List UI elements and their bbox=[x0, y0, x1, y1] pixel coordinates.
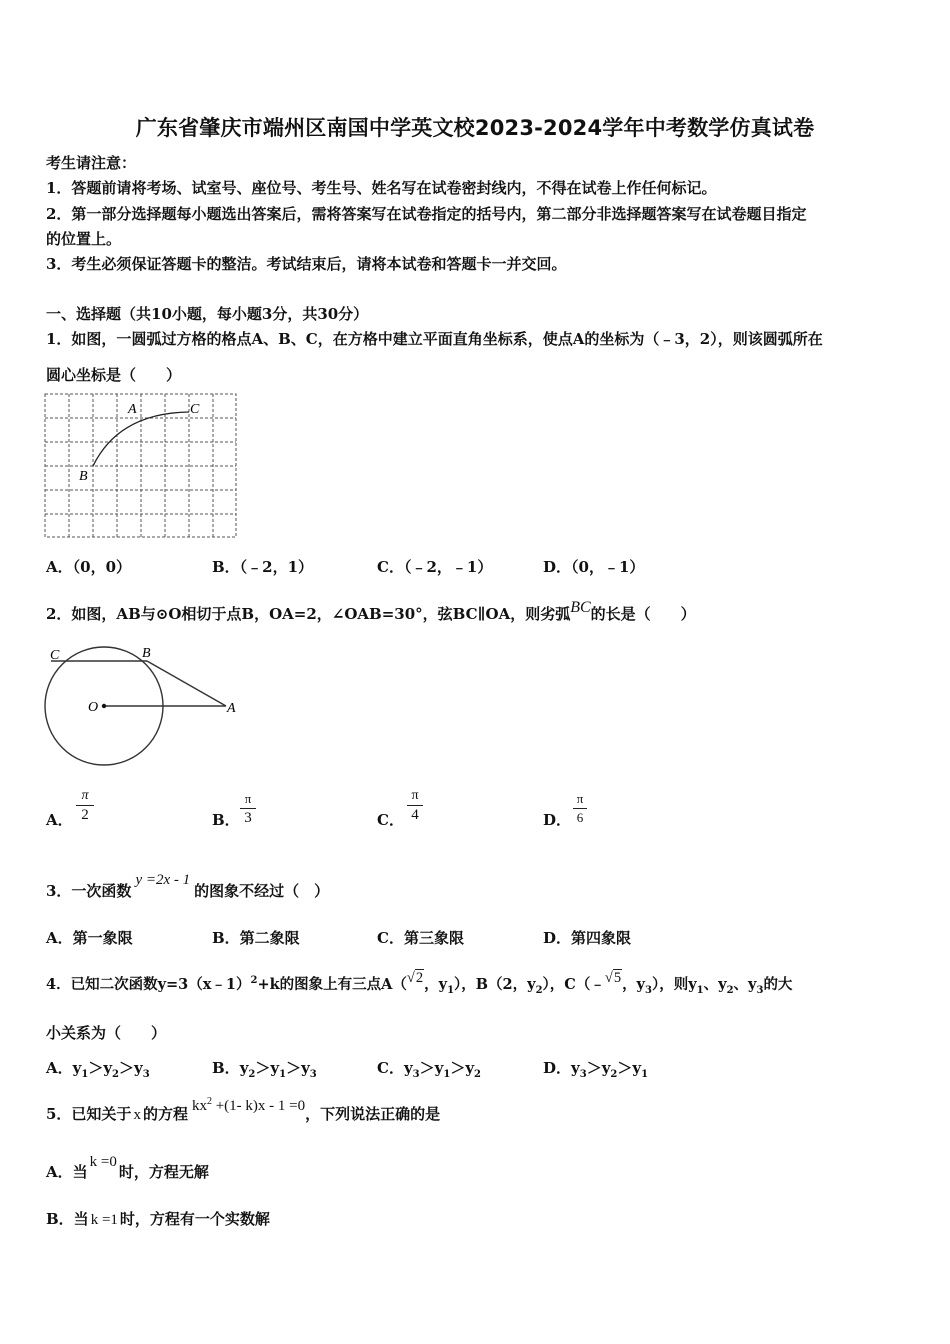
option-text: y bbox=[571, 1059, 580, 1077]
q1-text: 1．如图，一圆弧过方格的格点A、B、C，在方格中建立平面直角坐标系，使点A的坐标为（﹣3，2），则该圆弧所在 bbox=[46, 330, 823, 348]
q4-text-part: +k的图象上有三点A（ bbox=[257, 976, 407, 993]
option-text: ＞y bbox=[617, 1059, 642, 1077]
option-sub: 1 bbox=[641, 1069, 649, 1080]
page-title: 广东省肇庆市端州区南国中学英文校2023-2024学年中考数学仿真试卷 bbox=[135, 116, 815, 140]
option-sub: 3 bbox=[309, 1069, 317, 1080]
q4-sqrt-2: √2 bbox=[406, 970, 424, 986]
q4-text-part: 4．已知二次函数y=3（x﹣1） bbox=[46, 976, 251, 993]
option-sub: 3 bbox=[579, 1069, 587, 1080]
q4-text-part: 、y bbox=[733, 976, 757, 993]
option-text: ＞y bbox=[286, 1059, 310, 1077]
option-text: ＞y bbox=[419, 1059, 444, 1077]
q2-option-a-den: 2 bbox=[81, 807, 89, 823]
option-sub: 2 bbox=[474, 1069, 482, 1080]
option-text: y bbox=[72, 1059, 82, 1077]
option-sub: 2 bbox=[112, 1069, 120, 1080]
q1-label-a: A bbox=[128, 402, 137, 417]
fraction-bar bbox=[76, 805, 94, 806]
q2-circle-figure bbox=[40, 642, 240, 767]
q4-text-part: ），B（2，y bbox=[454, 976, 536, 993]
q1-option-c[interactable]: C．（﹣2，﹣1） bbox=[377, 558, 493, 576]
q4-text-part: 、y bbox=[703, 976, 727, 993]
q1-option-a[interactable]: A．（0，0） bbox=[46, 558, 132, 576]
q5-eq-part: kx bbox=[191, 1098, 207, 1114]
q4-subscript: 3 bbox=[645, 984, 652, 996]
q2-arc-label: BC bbox=[570, 599, 591, 616]
q4-subscript: 2 bbox=[535, 984, 543, 996]
section-heading: 一、选择题（共10小题，每小题3分，共30分） bbox=[46, 305, 369, 323]
q2-option-b[interactable]: B． bbox=[212, 811, 240, 829]
q2-option-c-num: π bbox=[411, 788, 419, 803]
q5-option-a-math: k =0 bbox=[89, 1154, 117, 1170]
q5-text-before: 5．已知关于 bbox=[46, 1105, 132, 1123]
q2-option-b-num: π bbox=[244, 791, 252, 806]
option-letter: D． bbox=[543, 1059, 572, 1077]
option-text: ＞y bbox=[88, 1059, 113, 1077]
q2-option-d-den: 6 bbox=[576, 810, 584, 825]
q4-subscript: 1 bbox=[696, 984, 704, 996]
q4-option-a[interactable] bbox=[46, 1057, 150, 1080]
q1-grid-figure bbox=[44, 393, 238, 539]
q1-label-c: C bbox=[190, 402, 200, 417]
q3-option-a[interactable]: A．第一象限 bbox=[46, 929, 133, 947]
notice-heading: 考生请注意： bbox=[46, 154, 137, 172]
q4-text-part: ），C（﹣ bbox=[542, 976, 605, 993]
option-text: B．当 bbox=[46, 1210, 89, 1228]
q5-equation bbox=[192, 1098, 305, 1114]
q5-text bbox=[46, 1096, 441, 1124]
fraction-bar bbox=[407, 805, 423, 806]
q4-option-c[interactable] bbox=[377, 1057, 481, 1080]
option-text: ＞y bbox=[255, 1059, 280, 1077]
fraction-bar bbox=[573, 808, 587, 809]
option-text: ＞y bbox=[119, 1059, 143, 1077]
q4-option-b[interactable] bbox=[212, 1057, 317, 1080]
q1-text-cont: 圆心坐标是（ ） bbox=[46, 366, 182, 384]
q2-label-b: B bbox=[142, 646, 151, 661]
option-text: 时，方程有一个实数解 bbox=[119, 1210, 270, 1228]
option-text: ＞y bbox=[586, 1059, 611, 1077]
option-sub: 1 bbox=[443, 1069, 451, 1080]
q2-text-before: 2．如图，AB与⊙O相切于点B，OA=2，∠OAB=30°，弦BC∥OA，则劣弧 bbox=[46, 605, 571, 623]
q4-text-part: ，y bbox=[424, 976, 448, 993]
q2-option-c-fraction bbox=[407, 788, 423, 824]
q4-text-part: 的大 bbox=[763, 976, 793, 993]
q5-option-a[interactable] bbox=[46, 1154, 209, 1182]
q5-option-b-math: k =1 bbox=[90, 1212, 118, 1228]
q5-eq-part: +(1- k)x - 1 =0 bbox=[211, 1098, 306, 1114]
option-letter: B． bbox=[212, 1059, 240, 1077]
fraction-bar bbox=[240, 808, 256, 809]
notice-item-2-cont: 的位置上。 bbox=[46, 230, 122, 248]
q3-text bbox=[46, 872, 330, 901]
q4-radicand-2: 5 bbox=[613, 970, 622, 986]
option-letter: A． bbox=[46, 1059, 73, 1077]
q4-text-part: ，y bbox=[622, 976, 645, 993]
q1-option-b[interactable]: B．（﹣2，1） bbox=[212, 558, 314, 576]
q4-radicand-1: 2 bbox=[415, 970, 424, 986]
q4-text-cont: 小关系为（ ） bbox=[46, 1024, 167, 1042]
q4-sqrt-5: √5 bbox=[604, 970, 622, 986]
option-text: 时，方程无解 bbox=[118, 1163, 209, 1181]
q2-text-after: 的长是（ ） bbox=[590, 605, 696, 623]
q2-option-c[interactable]: C． bbox=[377, 811, 404, 829]
q2-option-d[interactable]: D． bbox=[543, 811, 572, 829]
option-text: A．当 bbox=[46, 1163, 88, 1181]
option-sub: 1 bbox=[279, 1069, 287, 1080]
option-letter: C． bbox=[377, 1059, 404, 1077]
q3-text-before: 3．一次函数 bbox=[46, 882, 132, 900]
option-text: y bbox=[403, 1059, 413, 1077]
option-sub: 3 bbox=[412, 1069, 420, 1080]
q2-label-o: O bbox=[88, 700, 99, 715]
q2-option-b-fraction bbox=[240, 791, 256, 827]
option-text: ＞y bbox=[450, 1059, 475, 1077]
option-text: y bbox=[239, 1059, 249, 1077]
q4-subscript: 1 bbox=[447, 984, 455, 996]
option-sub: 3 bbox=[142, 1069, 150, 1080]
q3-formula: y =2x - 1 bbox=[135, 872, 191, 888]
q5-option-b[interactable] bbox=[46, 1208, 270, 1229]
notice-item-3: 3．考生必须保证答题卡的整洁。考试结束后，请将本试卷和答题卡一并交回。 bbox=[46, 255, 567, 273]
q2-option-d-num: π bbox=[576, 791, 584, 806]
notice-item-1: 1．答题前请将考场、试室号、座位号、考生号、姓名写在试卷密封线内，不得在试卷上作任何标记。 bbox=[46, 179, 717, 197]
q3-option-d[interactable]: D．第四象限 bbox=[543, 929, 632, 947]
q2-text bbox=[46, 599, 696, 624]
q4-text-part: ），则y bbox=[651, 976, 697, 993]
q4-option-d[interactable] bbox=[543, 1057, 648, 1080]
q2-option-b-den: 3 bbox=[244, 810, 252, 826]
q4-exponent: 2 bbox=[250, 975, 258, 987]
q2-option-c-den: 4 bbox=[411, 807, 419, 823]
q2-option-d-fraction bbox=[573, 791, 587, 826]
q3-option-c[interactable]: C．第三象限 bbox=[377, 929, 464, 947]
q5-text-after: ，下列说法正确的是 bbox=[305, 1105, 441, 1123]
q5-variable: x bbox=[133, 1107, 141, 1123]
option-sub: 2 bbox=[248, 1069, 256, 1080]
notice-item-2: 2．第一部分选择题每小题选出答案后，需将答案写在试卷指定的括号内，第二部分非选择题答案写在试卷题目指定 bbox=[46, 205, 807, 223]
q5-text-mid: 的方程 bbox=[142, 1105, 188, 1123]
q3-option-b[interactable]: B．第二象限 bbox=[212, 929, 300, 947]
q2-label-a: A bbox=[227, 701, 236, 716]
q4-subscript: 3 bbox=[756, 984, 764, 996]
option-sub: 1 bbox=[81, 1069, 89, 1080]
q3-text-after: 的图象不经过（ ） bbox=[194, 882, 330, 900]
q4-subscript: 2 bbox=[726, 984, 734, 996]
q2-label-c: C bbox=[50, 648, 60, 663]
option-sub: 2 bbox=[610, 1069, 618, 1080]
q2-option-a[interactable]: A． bbox=[46, 811, 73, 829]
q1-label-b: B bbox=[79, 469, 88, 484]
q2-option-a-fraction bbox=[76, 788, 94, 824]
q4-text bbox=[46, 970, 793, 996]
q2-option-a-num: π bbox=[81, 788, 89, 803]
q1-option-d[interactable]: D．（0，﹣1） bbox=[543, 558, 645, 576]
q5-eq-exponent: 2 bbox=[206, 1096, 212, 1107]
